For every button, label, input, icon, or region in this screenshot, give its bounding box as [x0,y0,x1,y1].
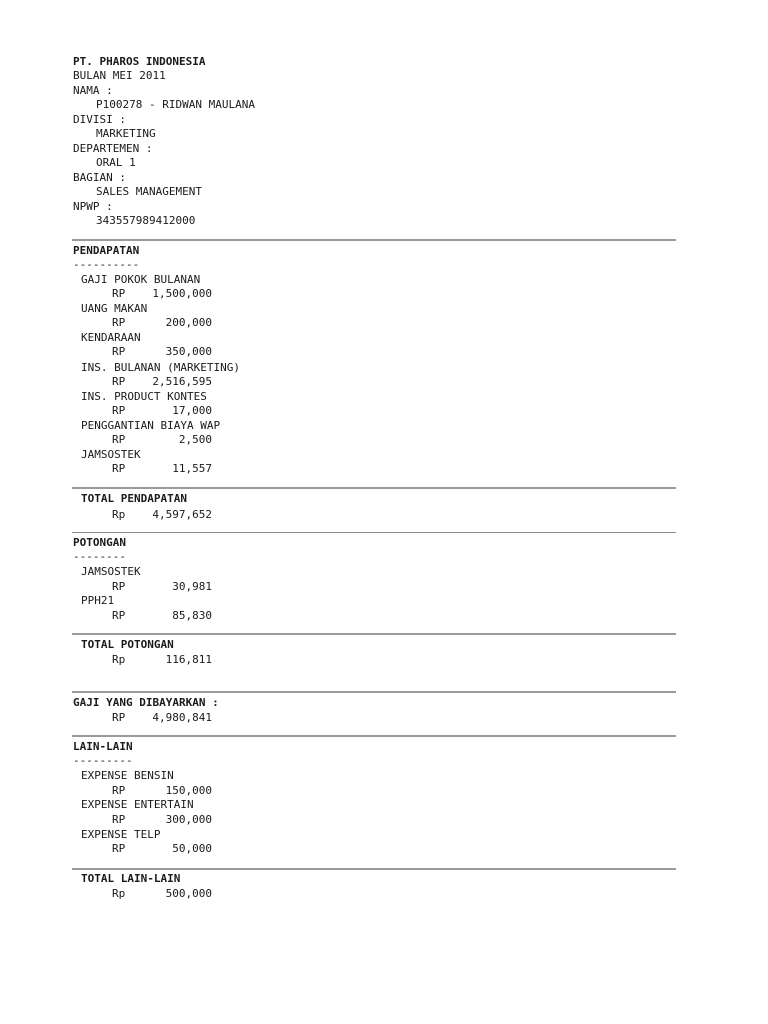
other-item-currency: RP [112,813,126,826]
bagian-value: SALES MANAGEMENT [96,185,202,198]
total-potongan-currency: Rp [112,653,126,666]
other-item-currency: RP [112,842,126,855]
income-item-amount: 2,500 [178,433,212,446]
company-name: PT. PHAROS INDONESIA [73,55,206,68]
section-divider [72,633,676,635]
section-divider [72,691,676,693]
income-item-amount: 2,516,595 [152,375,212,388]
divisi-label: DIVISI : [73,113,126,126]
other-item-amount: 50,000 [172,842,212,855]
income-item-currency: RP [112,345,126,358]
net-pay-amount: 4,980,841 [152,711,212,724]
section-divider [72,239,676,241]
total-pendapatan-amount: 4,597,652 [152,508,212,521]
divisi-value: MARKETING [96,127,156,140]
income-item-amount: 11,557 [172,462,212,475]
section-divider [72,532,676,533]
deduction-item-currency: RP [112,580,126,593]
other-item-amount: 300,000 [165,813,212,826]
lain-lain-underline: --------- [73,754,133,767]
income-item-amount: 17,000 [172,404,212,417]
income-item-label: GAJI POKOK BULANAN [81,273,201,286]
total-pendapatan-currency: Rp [112,508,126,521]
income-item-currency: RP [112,404,126,417]
section-divider [72,487,676,489]
other-item-label: EXPENSE ENTERTAIN [81,798,194,811]
income-item-label: KENDARAAN [81,331,141,344]
total-potongan-label: TOTAL POTONGAN [81,638,174,651]
income-item-currency: RP [112,287,126,300]
income-item-amount: 1,500,000 [152,287,212,300]
income-item-currency: RP [112,433,126,446]
total-potongan-amount: 116,811 [165,653,212,666]
income-item-label: INS. PRODUCT KONTES [81,390,207,403]
other-item-label: EXPENSE BENSIN [81,769,174,782]
other-item-amount: 150,000 [165,784,212,797]
nama-label: NAMA : [73,84,113,97]
income-item-amount: 350,000 [165,345,212,358]
other-item-label: EXPENSE TELP [81,828,161,841]
npwp-label: NPWP : [73,200,113,213]
pendapatan-title: PENDAPATAN [73,244,140,257]
deduction-item-currency: RP [112,609,126,622]
income-item-amount: 200,000 [165,316,212,329]
pay-period: BULAN MEI 2011 [73,69,166,82]
total-pendapatan-label: TOTAL PENDAPATAN [81,492,187,505]
potongan-title: POTONGAN [73,536,126,549]
total-lain-lain-currency: Rp [112,887,126,900]
income-item-label: UANG MAKAN [81,302,148,315]
departemen-label: DEPARTEMEN : [73,142,153,155]
other-item-currency: RP [112,784,126,797]
net-pay-currency: RP [112,711,126,724]
deduction-item-amount: 85,830 [172,609,212,622]
income-item-label: INS. BULANAN (MARKETING) [81,361,240,374]
deduction-item-label: JAMSOSTEK [81,565,141,578]
deduction-item-label: PPH21 [81,594,115,607]
income-item-label: JAMSOSTEK [81,448,141,461]
income-item-label: PENGGANTIAN BIAYA WAP [81,419,221,432]
departemen-value: ORAL 1 [96,156,136,169]
deduction-item-amount: 30,981 [172,580,212,593]
potongan-underline: -------- [73,550,126,563]
pendapatan-underline: ---------- [73,258,140,271]
total-lain-lain-amount: 500,000 [165,887,212,900]
nama-value: P100278 - RIDWAN MAULANA [96,98,255,111]
income-item-currency: RP [112,316,126,329]
bagian-label: BAGIAN : [73,171,126,184]
section-divider [72,868,676,870]
income-item-currency: RP [112,375,126,388]
total-lain-lain-label: TOTAL LAIN-LAIN [81,872,181,885]
income-item-currency: RP [112,462,126,475]
net-pay-label: GAJI YANG DIBAYARKAN : [73,696,219,709]
lain-lain-title: LAIN-LAIN [73,740,133,753]
npwp-value: 343557989412000 [96,214,196,227]
section-divider [72,735,676,737]
